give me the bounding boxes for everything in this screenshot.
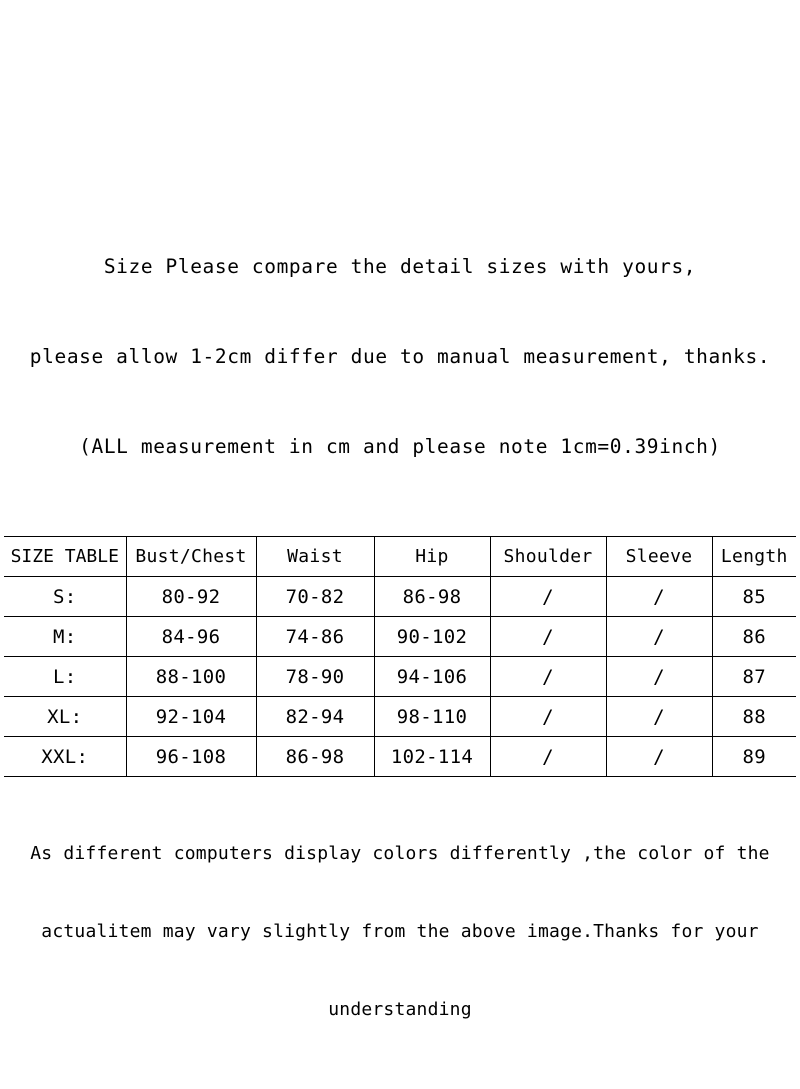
cell-length: 89 bbox=[712, 737, 796, 777]
cell-length: 85 bbox=[712, 577, 796, 617]
cell-hip: 94-106 bbox=[374, 657, 490, 697]
header-length: Length bbox=[712, 537, 796, 577]
cell-waist: 74-86 bbox=[256, 617, 374, 657]
cell-hip: 86-98 bbox=[374, 577, 490, 617]
cell-bust-chest: 84-96 bbox=[126, 617, 256, 657]
cell-hip: 98-110 bbox=[374, 697, 490, 737]
intro-line-1: Size Please compare the detail sizes with yours, bbox=[103, 255, 697, 278]
cell-waist: 86-98 bbox=[256, 737, 374, 777]
cell-shoulder: / bbox=[490, 577, 606, 617]
cell-length: 88 bbox=[712, 697, 796, 737]
cell-size-label: XXL: bbox=[4, 737, 126, 777]
table-row bbox=[4, 617, 796, 657]
table-row bbox=[4, 657, 796, 697]
cell-length: 86 bbox=[712, 617, 796, 657]
cell-waist: 82-94 bbox=[256, 697, 374, 737]
cell-size-label: XL: bbox=[4, 697, 126, 737]
cell-sleeve: / bbox=[606, 737, 712, 777]
table-row bbox=[4, 697, 796, 737]
table-row bbox=[4, 577, 796, 617]
cell-waist: 70-82 bbox=[256, 577, 374, 617]
cell-shoulder: / bbox=[490, 737, 606, 777]
cell-bust-chest: 80-92 bbox=[126, 577, 256, 617]
cell-sleeve: / bbox=[606, 657, 712, 697]
header-hip: Hip bbox=[374, 537, 490, 577]
cell-waist: 78-90 bbox=[256, 657, 374, 697]
note-line-2: actualitem may vary slightly from the above image.Thanks for your bbox=[41, 921, 759, 942]
cell-size-label: L: bbox=[4, 657, 126, 697]
cell-bust-chest: 88-100 bbox=[126, 657, 256, 697]
size-measurements-table bbox=[4, 536, 796, 777]
cell-shoulder: / bbox=[490, 697, 606, 737]
header-bust-chest: Bust/Chest bbox=[126, 537, 256, 577]
cell-size-label: M: bbox=[4, 617, 126, 657]
cell-sleeve: / bbox=[606, 617, 712, 657]
size-chart-sheet bbox=[4, 158, 796, 1089]
cell-hip: 90-102 bbox=[374, 617, 490, 657]
cell-hip: 102-114 bbox=[374, 737, 490, 777]
header-size-table: SIZE TABLE bbox=[4, 537, 126, 577]
cell-sleeve: / bbox=[606, 697, 712, 737]
note-line-3: understanding bbox=[328, 999, 472, 1020]
cell-shoulder: / bbox=[490, 617, 606, 657]
intro-text bbox=[4, 158, 796, 536]
cell-bust-chest: 92-104 bbox=[126, 697, 256, 737]
intro-line-3: (ALL measurement in cm and please note 1cm=0.39inch) bbox=[79, 435, 721, 458]
cell-bust-chest: 96-108 bbox=[126, 737, 256, 777]
intro-line-2: please allow 1-2cm differ due to manual measurement, thanks. bbox=[29, 345, 771, 368]
header-waist: Waist bbox=[256, 537, 374, 577]
cell-sleeve: / bbox=[606, 577, 712, 617]
note-line-1: As different computers display colors differently ,the color of the bbox=[30, 843, 770, 864]
table-row bbox=[4, 737, 796, 777]
header-sleeve: Sleeve bbox=[606, 537, 712, 577]
cell-size-label: S: bbox=[4, 577, 126, 617]
header-shoulder: Shoulder bbox=[490, 537, 606, 577]
table-header-row bbox=[4, 537, 796, 577]
color-disclaimer-note bbox=[4, 777, 796, 1089]
cell-length: 87 bbox=[712, 657, 796, 697]
cell-shoulder: / bbox=[490, 657, 606, 697]
